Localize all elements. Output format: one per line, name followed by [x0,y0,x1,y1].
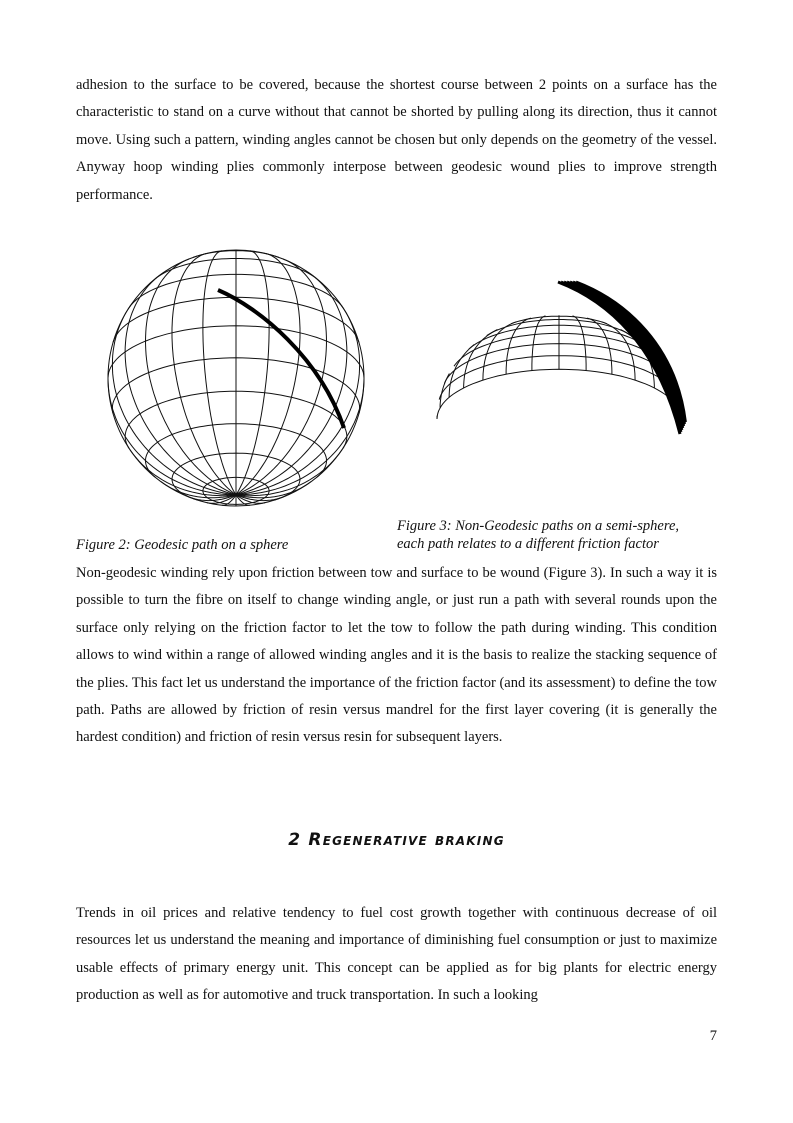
figure-3-caption [397,517,727,553]
non-geodesic-path [567,282,683,428]
body-paragraph-3: Trends in oil prices and relative tendency to fuel cost growth together with continuous decrease of oil resources let us understand the meaning and importance of diminishing fuel consumption or just to maximize usable effects of primary energy unit. This concept can be applied as for big plants for electric energy production as well as for automotive and truck transportation. In such a looking [76,905,717,1004]
sphere-grid-line [236,259,327,495]
page-number: 7 [709,1028,717,1044]
body-paragraph-1: adhesion to the surface to be covered, because the shortest course between 2 points on a surface has the characteristic to stand on a curve without that cannot be shorted by pulling along its direction, thus it cannot move. Using such a pattern, winding angles cannot be chosen but only depends on the geometry of the vessel. Anyway hoop winding plies commonly interpose between geodesic wound plies to improve strength performance. [76,77,717,203]
sphere-grid-line [236,251,269,495]
sphere-grid-line [236,272,347,495]
sphere-grid-line [112,305,236,495]
non-geodesic-paths [558,282,685,434]
dome-grid-line [573,316,587,371]
section-heading [0,830,793,850]
sphere-grid-line [172,253,236,495]
section-title: Regenerative braking [308,830,505,850]
figure-2-caption: Figure 2: Geodesic path on a sphere [76,537,289,553]
non-geodesic-path [570,282,684,426]
dome-grid-line [440,374,449,408]
sphere-grid-line [236,305,360,495]
figure-3-semisphere-non-geodesic [418,256,700,496]
figure-3-caption-line-1: Figure 3: Non-Geodesic paths on a semi-sphere, [397,518,680,534]
sphere-grid-line [236,253,300,495]
sphere-grid-line [146,259,237,495]
section-number: 2 [288,830,302,850]
body-paragraph-2: Non-geodesic winding rely upon friction between tow and surface to be wound (Figure 3). In such a way it is possible to turn the fibre on itself to change winding angle, or just run a path with several rounds upon the surface only relying on the friction factor to let the tow to follow the path during winding. This condition allows to wind within a range of allowed winding angles and it is the basis to realize the stacking sequence of the plies. This fact let us understand the importance of the friction factor (and its assessment) to define the tow path. Paths are allowed by friction of resin versus mandrel for the first layer covering (it is generally the hardest condition) and friction of resin versus resin for subsequent layers. [76,565,717,746]
figure-2-sphere-geodesic [100,248,372,508]
figure-3-caption-line-2: each path relates to a different friction factor [397,536,659,552]
dome-grid-line [464,329,498,388]
dome-grid-line [532,316,546,371]
dome-grid-line [437,369,681,419]
sphere-grid-line [203,251,236,495]
sphere-grid-line [125,272,236,495]
